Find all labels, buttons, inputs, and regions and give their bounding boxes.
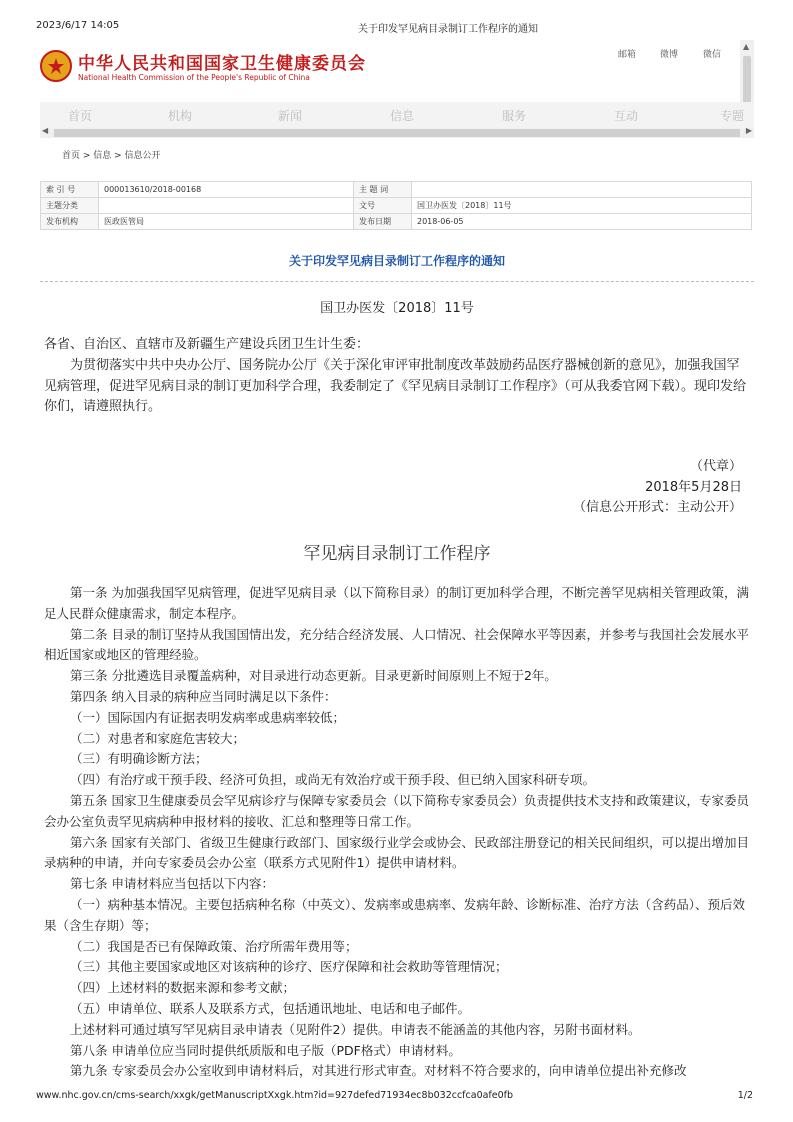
- attachment-title: 罕见病目录制订工作程序: [303, 544, 491, 564]
- nav-item-news[interactable]: 新闻: [278, 109, 303, 123]
- page-number: 1/2: [737, 1090, 753, 1101]
- article-paragraph: 第九条 专家委员会办公室收到申请材料后，对其进行形式审查。对材料不符合要求的，向申请单位提出补充修改: [70, 1063, 687, 1079]
- main-nav: [40, 102, 754, 128]
- meta-value: 国卫办医发〔2018〕11号: [412, 198, 752, 214]
- article-paragraph: （二）我国是否已有保障政策、治疗所需年费用等；: [70, 938, 358, 954]
- nav-item-info[interactable]: 信息: [390, 109, 415, 123]
- national-emblem-logo[interactable]: [40, 50, 72, 82]
- meta-key: 主 题 词: [354, 182, 412, 198]
- horizontal-scrollbar[interactable]: [40, 128, 754, 138]
- article-paragraph: （三）其他主要国家或地区对该病种的诊疗、医疗保障和社会救助等管理情况；: [70, 959, 508, 975]
- article-paragraph: （五）申请单位、联系人及联系方式，包括通讯地址、电话和电子邮件。: [70, 1000, 471, 1016]
- issue-date: 2018年5月28日: [645, 480, 742, 495]
- meta-key: 文号: [354, 198, 412, 214]
- star-icon: [47, 57, 65, 75]
- disclosure-type: （信息公开形式：主动公开）: [572, 500, 742, 515]
- article-paragraph: 第三条 分批遴选目录覆盖病种，对目录进行动态更新。目录更新时间原则上不短于2年。: [70, 668, 557, 684]
- article-paragraph: 第五条 国家卫生健康委员会罕见病诊疗与保障专家委员会（以下简称专家委员会）负责提供技术支持和政策建议，专家委员会办公室负责罕见病病种申报材料的接收、汇总和整理等日常工作。: [44, 792, 749, 829]
- article-paragraph: 第六条 国家有关部门、省级卫生健康行政部门、国家级行业学会或协会、民政部注册登记的相关民间组织，可以提出增加目录病种的申请，并向专家委员会办公室（联系方式见附件1）提供申请材料。: [44, 834, 749, 871]
- article-paragraph: 第一条 为加强我国罕见病管理，促进罕见病目录（以下简称目录）的制订更加科学合理，不断完善罕见病相关管理政策，满足人民群众健康需求，制定本程序。: [44, 585, 749, 621]
- meta-value: [412, 182, 752, 198]
- nav-item-home[interactable]: 首页: [68, 109, 93, 123]
- nav-item-service[interactable]: 服务: [502, 109, 527, 123]
- table-row: [41, 214, 752, 230]
- site-name-en: National Health Commission of the People's Republic of China: [78, 73, 310, 82]
- document-number: 国卫办医发〔2018〕11号: [320, 301, 474, 316]
- wechat-link[interactable]: 微信: [703, 50, 722, 60]
- addressee: 各省、自治区、直辖市及新疆生产建设兵团卫生计生委：: [44, 337, 370, 352]
- scroll-up-icon[interactable]: ▲: [743, 42, 750, 51]
- nav-item-topics[interactable]: 专题: [720, 109, 745, 123]
- articles: [44, 583, 752, 1082]
- meta-key: 索 引 号: [41, 182, 99, 198]
- page-url: www.nhc.gov.cn/cms-search/xxgk/getManuscriptXxgk.htm?id=927defed71934ec8b032ccfca0afe0fb: [36, 1090, 514, 1101]
- article-paragraph: （一）国际国内有证据表明发病率或患病率较低；: [70, 709, 346, 725]
- article-paragraph: 第七条 申请材料应当包括以下内容：: [70, 876, 274, 892]
- nav-item-interaction[interactable]: 互动: [614, 109, 639, 123]
- meta-value: 000013610/2018-00168: [99, 182, 354, 198]
- meta-key: 发布日期: [354, 214, 412, 230]
- meta-value: [99, 198, 354, 214]
- breadcrumb[interactable]: 首页 > 信息 > 信息公开: [62, 151, 161, 161]
- document-title: 关于印发罕见病目录制订工作程序的通知: [288, 254, 505, 268]
- hscroll-thumb[interactable]: [54, 129, 740, 137]
- notice-body: 为贯彻落实中共中央办公厅、国务院办公厅《关于深化审评审批制度改革鼓励药品医疗器械创新的意见》，加强我国罕见病管理，促进罕见病目录的制订更加科学合理，我委制定了《罕见病目录制订工作程序》（可从我委官网下载）。现印发给你们，请遵照执行。: [44, 358, 747, 414]
- article-paragraph: （四）上述材料的数据来源和参考文献；: [70, 980, 296, 996]
- scroll-left-icon[interactable]: ◀: [42, 126, 49, 135]
- meta-key: 主题分类: [41, 198, 99, 214]
- article-paragraph: 第四条 纳入目录的病种应当同时满足以下条件：: [70, 688, 337, 704]
- article-paragraph: （一）病种基本情况。主要包括病种名称（中英文）、发病率或患病率、发病年龄、诊断标准、治疗方法（含药品）、预后效果（含生存期）等；: [44, 896, 746, 933]
- table-row: [41, 198, 752, 214]
- site-name-cn[interactable]: 中华人民共和国国家卫生健康委员会: [78, 54, 366, 74]
- scroll-right-icon[interactable]: ▶: [745, 126, 752, 135]
- article-paragraph: （二）对患者和家庭危害较大；: [70, 730, 246, 746]
- document-meta-table: [40, 181, 752, 230]
- article-paragraph: 第二条 目录的制订坚持从我国国情出发，充分结合经济发展、人口情况、社会保障水平等因素，并参考与我国社会发展水平相近国家或地区的管理经验。: [44, 626, 749, 663]
- article-paragraph: （三）有明确诊断方法；: [70, 751, 208, 767]
- table-row: [41, 182, 752, 198]
- divider: [40, 281, 754, 282]
- meta-value: 2018-06-05: [412, 214, 752, 230]
- meta-value: 医政医管局: [99, 214, 354, 230]
- signature: （代章）: [689, 459, 742, 474]
- article-paragraph: 上述材料可通过填写罕见病目录申请表（见附件2）提供。申请表不能涵盖的其他内容，另附书面材料。: [70, 1021, 641, 1037]
- print-title: 关于印发罕见病目录制订工作程序的通知: [358, 24, 538, 35]
- weibo-link[interactable]: 微博: [660, 50, 679, 60]
- mail-link[interactable]: 邮箱: [618, 50, 637, 60]
- article-paragraph: （四）有治疗或干预手段、经济可负担，或尚无有效治疗或干预手段、但已纳入国家科研专项。: [70, 772, 596, 788]
- article-paragraph: 第八条 申请单位应当同时提供纸质版和电子版（PDF格式）申请材料。: [70, 1042, 461, 1058]
- nav-item-organization[interactable]: 机构: [168, 109, 193, 123]
- print-datetime: 2023/6/17 14:05: [36, 20, 120, 31]
- meta-key: 发布机构: [41, 214, 99, 230]
